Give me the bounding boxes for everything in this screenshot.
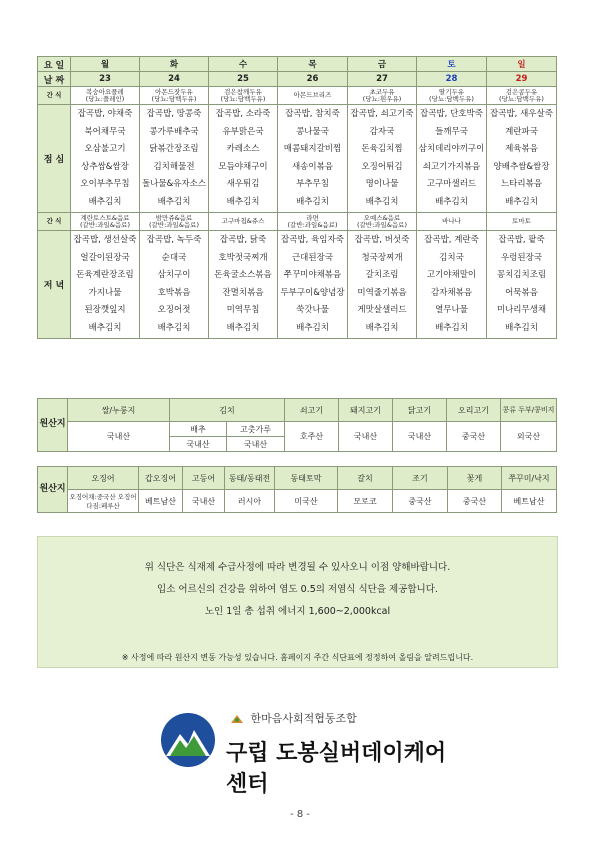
date-row (38, 72, 557, 87)
menu-cell (278, 87, 348, 105)
origin-head: 고등어 (183, 467, 225, 490)
menu-item: 잡곡밥, 생선살죽 (73, 235, 137, 245)
menu-item: 잡곡밥, 땅콩죽 (146, 109, 202, 119)
menu-item: 잡곡밥, 녹두죽 (146, 235, 202, 245)
menu-item: 돈육계란장조림 (76, 270, 134, 280)
menu-item: 배추김치 (296, 196, 329, 207)
menu-item: 배추김치 (435, 196, 468, 207)
menu-cell (140, 231, 209, 339)
origin-label: 원산지 (38, 399, 68, 452)
menu-cell (487, 213, 557, 231)
origin-value: 중국산 (447, 422, 501, 452)
menu-item: 청국장찌개 (361, 252, 403, 263)
menu-item: 오예스&음료 (363, 213, 401, 222)
pm-snack-row (38, 213, 557, 231)
center-logo (160, 706, 460, 797)
menu-item: 제육볶음 (505, 144, 538, 154)
menu-item: 계란토스트&음료 (80, 213, 130, 222)
origin-sub-cabbage: 배추 (170, 422, 227, 437)
menu-item: 잔멸치볶음 (222, 287, 264, 298)
menu-item: 밤만쥬&음료 (155, 213, 193, 222)
origin-table-meat (37, 398, 557, 452)
menu-item: 배추김치 (226, 322, 260, 333)
menu-item: 새우튀김 (226, 179, 260, 189)
origin-head: 갑오징어 (139, 467, 183, 490)
date-cell: 27 (348, 72, 417, 87)
menu-cell (278, 213, 348, 231)
menu-cell (487, 87, 557, 105)
menu-item: 배추김치 (157, 322, 191, 333)
menu-item: 된장깻잎지 (84, 305, 126, 315)
menu-item: (당뇨:담백두유) (429, 94, 474, 103)
menu-item: 김치국 (439, 252, 464, 263)
menu-cell (417, 231, 487, 339)
menu-cell (417, 87, 487, 105)
menu-cell (278, 231, 348, 339)
menu-item: 라면 (306, 213, 319, 222)
menu-item: (갈반:과일&음료) (287, 220, 338, 229)
menu-cell (348, 87, 417, 105)
menu-item: 삼치구이 (157, 270, 191, 280)
menu-item: 오삼불고기 (84, 144, 126, 154)
menu-cell (348, 231, 417, 339)
day-sat: 토 (417, 57, 487, 72)
snack-label: 간 식 (38, 87, 71, 105)
origin-head-rice: 쌀/누룽지 (68, 399, 170, 422)
menu-item: 잡곡밥, 새우살죽 (490, 109, 553, 119)
origin-value: 국내산 (339, 422, 393, 452)
menu-item: 검은참깨두유 (224, 87, 262, 96)
snack-label: 간 식 (38, 213, 71, 231)
menu-item: (당뇨:흰우유) (362, 94, 402, 103)
origin-head: 동태토막 (275, 467, 338, 490)
menu-item: 유부맑은국 (222, 126, 264, 137)
menu-cell (348, 105, 417, 213)
menu-item: 쑥갓나물 (296, 305, 329, 315)
weekly-menu-table (37, 56, 557, 339)
menu-item: 카레소스 (226, 144, 260, 154)
menu-cell (487, 105, 557, 213)
center-name: 구립 도봉실버데이케어센터 (226, 741, 447, 797)
menu-item: 갈치조림 (365, 270, 399, 280)
menu-item: 명이나물 (365, 179, 399, 189)
menu-item: 잡곡밥, 쇠고기죽 (350, 109, 414, 119)
origin-value: 러시아 (225, 490, 275, 513)
menu-item: 배추김치 (88, 196, 122, 207)
notice-line: 노인 1일 총 섭취 에너지 1,600~2,000kcal (204, 606, 391, 617)
menu-item: 토마토 (512, 217, 531, 226)
date-cell: 29 (487, 72, 557, 87)
origin-value: 베트남산 (502, 490, 557, 513)
origin-value: 베트남산 (139, 490, 183, 513)
origin-value: 국내산 (227, 437, 285, 452)
menu-item: 잡곡밥, 단호박죽 (420, 109, 483, 119)
mountain-logo-icon (160, 712, 216, 768)
menu-cell (417, 213, 487, 231)
origin-head: 꽃게 (448, 467, 502, 490)
menu-cell (209, 87, 278, 105)
menu-item: 느타리볶음 (500, 179, 543, 189)
menu-item: 아몬드브리즈 (293, 91, 332, 100)
origin-head: 조기 (393, 467, 448, 490)
origin-sub-pepper: 고춧가루 (227, 422, 285, 437)
menu-cell (278, 105, 348, 213)
menu-item: 매콤돼지갈비찜 (283, 144, 342, 154)
origin-head-beans: 콩류 두부/콩비지 (501, 399, 557, 422)
day-wed: 수 (209, 57, 278, 72)
date-cell: 23 (71, 72, 140, 87)
menu-item: 돈육굴소스볶음 (214, 270, 272, 280)
origin-seafood-head-row (38, 467, 557, 490)
menu-item: (갈반:과일&음료) (356, 220, 407, 229)
origin-value: 오징어채:중국산 오징어다짐:페루산 (68, 490, 139, 513)
menu-item: (당뇨:담백두유) (220, 94, 266, 103)
origin-label: 원산지 (38, 467, 68, 513)
day-sun: 일 (487, 57, 557, 72)
menu-item: 배추김치 (226, 196, 260, 207)
menu-item: 고기야채말이 (426, 270, 477, 280)
day-tue: 화 (140, 57, 209, 72)
day-mon: 월 (71, 57, 140, 72)
menu-item: (당뇨:플레인) (85, 94, 125, 103)
menu-item: (당뇨:담백두유) (499, 94, 544, 103)
menu-item: 오징어튀김 (361, 161, 403, 172)
menu-item: 배추김치 (365, 322, 399, 333)
menu-item: 쇠고기가지볶음 (422, 161, 481, 172)
menu-item: 고구마샐러드 (426, 179, 477, 189)
menu-item: 계란파국 (505, 126, 538, 137)
menu-item: 호박젓국찌개 (218, 252, 268, 263)
date-label: 날 짜 (38, 72, 71, 87)
menu-item: 초코두유 (369, 87, 395, 96)
menu-item: 배추김치 (88, 322, 122, 333)
menu-item: 검은콩두유 (505, 87, 538, 96)
menu-item: 미나리무생채 (496, 305, 547, 315)
origin-value: 중국산 (448, 490, 502, 513)
origin-head: 쭈꾸미/낙지 (502, 467, 557, 490)
menu-item: (갈반:과일&음료) (148, 220, 199, 229)
menu-item: 호박볶음 (157, 287, 191, 298)
menu-item: 잡곡밥, 소라죽 (215, 109, 271, 119)
origin-head: 동태/동태전 (225, 467, 275, 490)
menu-item: 잡곡밥, 야채죽 (77, 109, 133, 119)
page-number: - 8 - (290, 809, 310, 820)
date-cell: 24 (140, 72, 209, 87)
menu-item: 쭈꾸미야채볶음 (283, 270, 342, 280)
menu-item: 배추김치 (435, 322, 468, 333)
menu-cell (209, 105, 278, 213)
menu-item: 콩나물국 (296, 126, 329, 137)
menu-item: 잡곡밥, 버섯죽 (354, 235, 410, 245)
menu-item: 돌나물&유자소스 (141, 179, 207, 189)
menu-item: 순대국 (161, 252, 187, 263)
menu-item: 모듬야채구이 (218, 161, 268, 172)
menu-cell (71, 105, 140, 213)
menu-item: 배추김치 (365, 196, 399, 207)
menu-item: 배추김치 (296, 322, 329, 333)
am-snack-row (38, 87, 557, 105)
menu-item: 게맛살샐러드 (357, 305, 407, 315)
menu-item: 감자국 (369, 126, 395, 137)
menu-item: 감자채볶음 (430, 287, 473, 298)
menu-item: 오이부추무침 (80, 179, 130, 189)
menu-item: 새송이볶음 (291, 161, 334, 172)
menu-item: (같반:과일&음료) (79, 220, 130, 229)
menu-item: 가지나물 (88, 287, 122, 298)
menu-item: 근대된장국 (291, 252, 334, 263)
weekday-header-row (38, 57, 557, 72)
menu-item: 양배추쌈&쌈장 (493, 161, 550, 172)
origin-head-duck: 오리고기 (447, 399, 501, 422)
menu-item: 상추쌈&쌈장 (81, 161, 129, 172)
origin-seafood-value-row (38, 490, 557, 513)
date-cell: 26 (278, 72, 348, 87)
menu-item: 부추무침 (296, 179, 329, 189)
notice-line: 입소 어르신의 건강을 위하여 염도 0.5의 저염식 식단을 제공합니다. (157, 584, 438, 595)
notice-footnote: ※ 사정에 따라 원산지 변동 가능성 있습니다. 홈페이지 주간 식단표에 정정하여 올림을 알려드립니다. (121, 653, 474, 662)
menu-cell (71, 87, 140, 105)
menu-item: 얼갈이된장국 (80, 252, 130, 263)
org-name-line (230, 710, 357, 726)
notice-box (37, 536, 558, 668)
origin-value: 국내산 (170, 437, 227, 452)
menu-item: 잡곡밥, 팥죽 (498, 235, 545, 245)
lunch-label: 점 심 (38, 105, 71, 213)
menu-item: 열무나물 (435, 305, 468, 315)
menu-cell (140, 87, 209, 105)
weekday-label: 요 일 (38, 57, 71, 72)
menu-cell (487, 231, 557, 339)
menu-cell (71, 213, 140, 231)
menu-item: 배추김치 (505, 322, 538, 333)
menu-item: 복숭아요플레 (86, 87, 124, 96)
origin-value: 국내산 (393, 422, 447, 452)
menu-item: 잡곡밥, 닭죽 (219, 235, 267, 245)
origin-table-seafood (37, 466, 557, 513)
date-cell: 28 (417, 72, 487, 87)
dinner-row (38, 231, 557, 339)
menu-item: 미역줄기볶음 (357, 287, 407, 298)
day-thu: 목 (278, 57, 348, 72)
menu-item: 돈육김치찜 (361, 144, 403, 154)
menu-item: 잡곡밥, 계란죽 (424, 235, 479, 245)
notice-line: 위 식단은 식재제 수급사정에 따라 변경될 수 있사오니 이점 양해바랍니다. (144, 562, 451, 573)
menu-item: 오징어젓 (157, 305, 191, 315)
origin-value: 호주산 (285, 422, 339, 452)
menu-item: 배추김치 (157, 196, 191, 207)
dinner-label: 저 녁 (38, 231, 71, 339)
origin-value: 중국산 (393, 490, 448, 513)
menu-item: 바나나 (442, 217, 461, 226)
menu-item: 꽁치김치조림 (496, 270, 547, 280)
menu-item: 고구마칩&쥬스 (221, 217, 265, 226)
origin-value: 외국산 (501, 422, 557, 452)
menu-item: 북어채무국 (84, 126, 126, 137)
day-fri: 금 (348, 57, 417, 72)
menu-item: 배추김치 (505, 196, 538, 207)
menu-item: 어묵볶음 (505, 287, 538, 298)
menu-cell (417, 105, 487, 213)
origin-head: 오징어 (68, 467, 139, 490)
origin-head-kimchi: 김치 (170, 399, 285, 422)
menu-item: 아몬드잣두유 (155, 87, 193, 96)
origin-value: 미국산 (275, 490, 338, 513)
menu-item: 우렁된장국 (500, 252, 543, 263)
lunch-row (38, 105, 557, 213)
origin-value: 국내산 (183, 490, 225, 513)
menu-item: 미역무침 (226, 305, 260, 315)
menu-cell (209, 213, 278, 231)
org-name: 한마음사회적협동조합 (250, 712, 357, 725)
menu-item: 콩가루배추국 (149, 126, 199, 137)
date-cell: 25 (209, 72, 278, 87)
menu-item: 잡곡밥, 참치죽 (285, 109, 340, 119)
origin-head: 갈치 (338, 467, 393, 490)
menu-item: 삼치데리야끼구이 (418, 144, 485, 154)
menu-cell (71, 231, 140, 339)
menu-cell (140, 105, 209, 213)
menu-item: 닭볶간장조림 (149, 144, 199, 154)
menu-item: 딸기두유 (438, 87, 465, 96)
origin-value: 모로코 (338, 490, 393, 513)
menu-cell (140, 213, 209, 231)
menu-item: 김치해물전 (153, 161, 195, 172)
menu-item: (당뇨:담백두유) (151, 94, 197, 103)
origin-value: 국내산 (68, 422, 170, 452)
origin-head-beef: 쇠고기 (285, 399, 339, 422)
menu-item: 잡곡밥, 육임자죽 (281, 235, 344, 245)
menu-item: 들깨무국 (435, 126, 468, 137)
menu-item: 두부구이&양념장 (280, 287, 345, 298)
menu-cell (348, 213, 417, 231)
origin-head-pork: 돼지고기 (339, 399, 393, 422)
menu-cell (209, 231, 278, 339)
origin-head-chicken: 닭고기 (393, 399, 447, 422)
coop-icon (230, 714, 244, 724)
